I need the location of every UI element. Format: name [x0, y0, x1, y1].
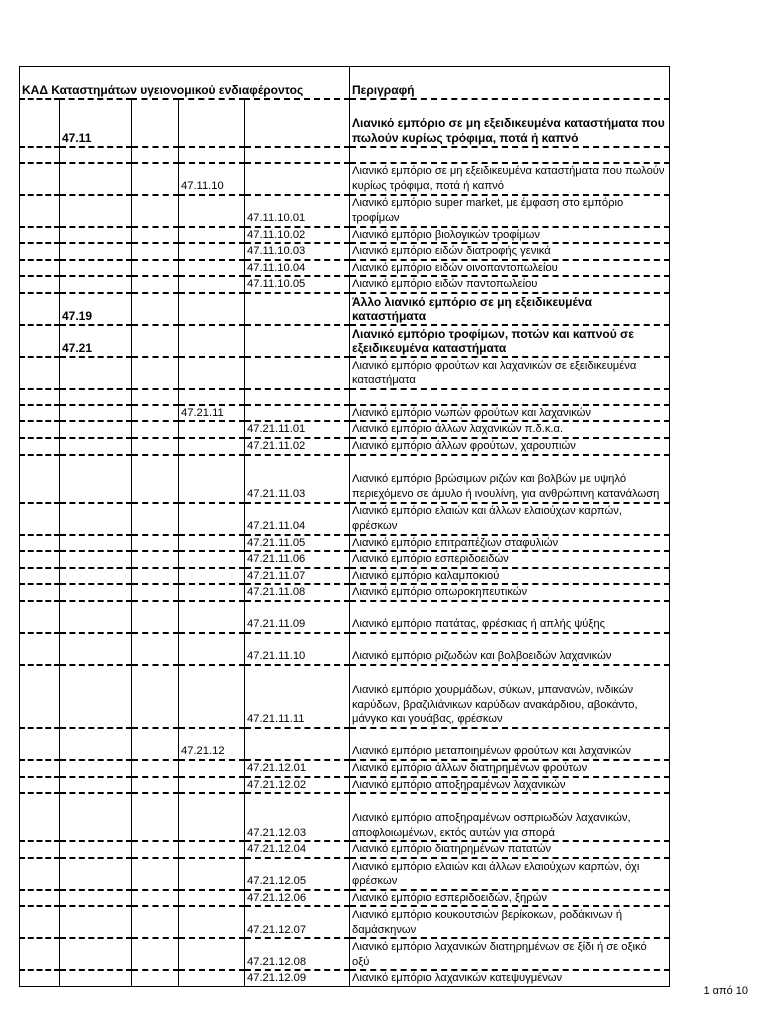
kad-level4-code: 47.21.11.09 — [245, 601, 350, 633]
kad-level1-code — [60, 455, 132, 503]
table-row — [20, 227, 670, 244]
empty-cell — [132, 970, 179, 986]
kad-level3-code — [179, 970, 245, 986]
kad-level3-code: 47.11.10 — [179, 163, 245, 195]
table-row — [20, 728, 670, 760]
kad-description: Λιανικό εμπόριο φρούτων και λαχανικών σε εξειδικευμένα καταστήματα — [350, 357, 670, 389]
empty-cell — [132, 793, 179, 841]
empty-cell — [20, 970, 60, 986]
kad-description: Λιανικό εμπόριο άλλων φρούτων, χαρουπιών — [350, 438, 670, 455]
kad-level4-code: 47.21.11.05 — [245, 535, 350, 552]
empty-cell — [132, 760, 179, 777]
kad-description: Λιανικό εμπόριο σε μη εξειδικευμένα καταστήματα που πωλούν κυρίως τρόφιμα, ποτά ή καπνό — [350, 163, 670, 195]
kad-description: Λιανικό εμπόριο ελαιών και άλλων ελαιούχων καρπών, φρέσκων — [350, 503, 670, 535]
table-row — [20, 777, 670, 794]
empty-cell — [20, 568, 60, 585]
table-row — [20, 858, 670, 890]
table-row — [20, 163, 670, 195]
kad-level3-code — [179, 455, 245, 503]
kad-description: Λιανικό εμπόριο ειδών οινοπαντοπωλείου — [350, 260, 670, 277]
kad-table — [19, 66, 670, 987]
kad-level3-code — [179, 601, 245, 633]
kad-description: Λιανικό εμπόριο σε μη εξειδικευμένα καταστήματα που πωλούν κυρίως τρόφιμα, ποτά ή καπνό — [350, 99, 670, 147]
kad-level1-code — [60, 227, 132, 244]
kad-level1-code — [60, 195, 132, 227]
kad-description: Λιανικό εμπόριο πατάτας, φρέσκιας ή απλής ψύξης — [350, 601, 670, 633]
kad-level3-code — [179, 195, 245, 227]
empty-cell — [20, 841, 60, 858]
kad-level1-code — [60, 438, 132, 455]
table-row — [20, 906, 670, 938]
kad-level3-code — [179, 325, 245, 357]
empty-cell — [132, 728, 179, 760]
kad-description: Λιανικό εμπόριο βρώσιμων ριζών και βολβών με υψηλό περιεχόμενο σε άμυλο ή ινουλίνη, για ανθρώπινη κατανάλωση — [350, 455, 670, 503]
table-row — [20, 584, 670, 601]
kad-level1-code — [60, 243, 132, 260]
empty-cell — [132, 551, 179, 568]
empty-cell — [132, 195, 179, 227]
empty-cell — [20, 260, 60, 277]
table-row — [20, 99, 670, 147]
header-description: Περιγραφή — [350, 67, 670, 99]
empty-cell — [20, 793, 60, 841]
kad-level3-code — [179, 357, 245, 389]
kad-level4-code — [245, 405, 350, 422]
empty-cell — [132, 568, 179, 585]
kad-level1-code — [60, 147, 132, 163]
kad-level4-code — [245, 147, 350, 163]
kad-level1-code — [60, 858, 132, 890]
kad-level1-code — [60, 568, 132, 585]
empty-cell — [20, 195, 60, 227]
empty-cell — [20, 535, 60, 552]
kad-description: Λιανικό εμπόριο αποξηραμένων οσπριωδών λαχανικών, αποφλοιωμένων, εκτός αυτών για σπορά — [350, 793, 670, 841]
empty-cell — [20, 633, 60, 665]
kad-level3-code — [179, 438, 245, 455]
kad-level1-code — [60, 777, 132, 794]
table-row — [20, 293, 670, 325]
table-row — [20, 260, 670, 277]
kad-description: Λιανικό εμπόριο super market, με έμφαση στο εμπόριο τροφίμων — [350, 195, 670, 227]
kad-level4-code: 47.11.10.02 — [245, 227, 350, 244]
kad-level1-code: 47.21 — [60, 325, 132, 357]
empty-cell — [132, 858, 179, 890]
table-row — [20, 760, 670, 777]
kad-level4-code: 47.21.12.05 — [245, 858, 350, 890]
kad-description: Λιανικό εμπόριο χουρμάδων, σύκων, μπανανών, ινδικών καρύδων, βραζιλιάνικων καρύδων ανακάρδιου, αβοκάντο, μάνγκο και γουάβας, φρέσκων — [350, 665, 670, 728]
table-row — [20, 147, 670, 163]
header-row — [20, 67, 670, 99]
kad-description: Λιανικό εμπόριο αποξηραμένων λαχανικών — [350, 777, 670, 794]
table-row — [20, 243, 670, 260]
kad-level1-code — [60, 389, 132, 405]
empty-cell — [132, 503, 179, 535]
kad-level3-code — [179, 293, 245, 325]
empty-cell — [132, 99, 179, 147]
kad-level4-code: 47.21.11.01 — [245, 421, 350, 438]
kad-description: Λιανικό εμπόριο μεταποιημένων φρούτων και λαχανικών — [350, 728, 670, 760]
kad-level4-code: 47.21.11.02 — [245, 438, 350, 455]
table-row — [20, 405, 670, 422]
empty-cell — [20, 421, 60, 438]
kad-level4-code: 47.21.12.03 — [245, 793, 350, 841]
kad-level1-code — [60, 665, 132, 728]
empty-cell — [132, 890, 179, 907]
empty-cell — [132, 601, 179, 633]
kad-level3-code — [179, 276, 245, 293]
kad-description: Λιανικό εμπόριο λαχανικών διατηρημένων σε ξίδι ή σε οξικό οξύ — [350, 938, 670, 970]
kad-level4-code: 47.11.10.03 — [245, 243, 350, 260]
empty-cell — [132, 163, 179, 195]
empty-cell — [20, 665, 60, 728]
empty-cell — [20, 455, 60, 503]
kad-level1-code — [60, 405, 132, 422]
table-row — [20, 793, 670, 841]
kad-level3-code — [179, 584, 245, 601]
empty-cell — [132, 841, 179, 858]
kad-description: Λιανικό εμπόριο κουκουτσιών βερίκοκων, ροδάκινων ή δαμάσκηνων — [350, 906, 670, 938]
empty-cell — [20, 276, 60, 293]
kad-level1-code — [60, 584, 132, 601]
kad-level1-code — [60, 421, 132, 438]
kad-level1-code — [60, 938, 132, 970]
kad-description: Λιανικό εμπόριο επιτραπέζιων σταφυλιών — [350, 535, 670, 552]
table-row — [20, 276, 670, 293]
kad-level4-code: 47.21.11.11 — [245, 665, 350, 728]
kad-level4-code: 47.21.12.08 — [245, 938, 350, 970]
empty-cell — [132, 938, 179, 970]
empty-cell — [132, 584, 179, 601]
kad-level4-code: 47.21.11.06 — [245, 551, 350, 568]
kad-level3-code — [179, 568, 245, 585]
table-row — [20, 841, 670, 858]
kad-level4-code — [245, 357, 350, 389]
empty-cell — [132, 421, 179, 438]
table-row — [20, 325, 670, 357]
kad-level3-code — [179, 938, 245, 970]
kad-description: Λιανικό εμπόριο ειδών παντοπωλείου — [350, 276, 670, 293]
header-kad-title: ΚΑΔ Καταστημάτων υγειονομικού ενδιαφέροντος — [20, 67, 350, 99]
kad-level1-code — [60, 760, 132, 777]
empty-cell — [20, 99, 60, 147]
kad-level1-code — [60, 260, 132, 277]
kad-description: Λιανικό εμπόριο άλλων λαχανικών π.δ.κ.α. — [350, 421, 670, 438]
kad-level4-code — [245, 728, 350, 760]
empty-cell — [132, 357, 179, 389]
kad-description — [350, 389, 670, 405]
empty-cell — [132, 906, 179, 938]
kad-description: Λιανικό εμπόριο οπωροκηπευτικών — [350, 584, 670, 601]
kad-level3-code — [179, 760, 245, 777]
kad-description: Λιανικό εμπόριο βιολογικών τροφίμων — [350, 227, 670, 244]
kad-level1-code — [60, 276, 132, 293]
kad-level1-code — [60, 728, 132, 760]
empty-cell — [20, 503, 60, 535]
table-row — [20, 438, 670, 455]
kad-description: Λιανικό εμπόριο καλαμποκιού — [350, 568, 670, 585]
kad-level3-code — [179, 906, 245, 938]
kad-level1-code: 47.11 — [60, 99, 132, 147]
empty-cell — [20, 389, 60, 405]
empty-cell — [20, 760, 60, 777]
kad-level1-code — [60, 535, 132, 552]
kad-level1-code — [60, 793, 132, 841]
empty-cell — [20, 777, 60, 794]
empty-cell — [20, 147, 60, 163]
table-row — [20, 665, 670, 728]
table-row — [20, 601, 670, 633]
kad-level4-code: 47.11.10.05 — [245, 276, 350, 293]
kad-level4-code: 47.21.12.09 — [245, 970, 350, 986]
empty-cell — [132, 325, 179, 357]
kad-level4-code: 47.11.10.01 — [245, 195, 350, 227]
kad-description: Λιανικό εμπόριο ελαιών και άλλων ελαιούχων καρπών, όχι φρέσκων — [350, 858, 670, 890]
kad-level3-code — [179, 421, 245, 438]
kad-level4-code: 47.11.10.04 — [245, 260, 350, 277]
empty-cell — [20, 601, 60, 633]
empty-cell — [20, 890, 60, 907]
kad-description — [350, 147, 670, 163]
empty-cell — [132, 243, 179, 260]
kad-level4-code — [245, 99, 350, 147]
kad-description: Λιανικό εμπόριο εσπεριδοειδών, ξηρών — [350, 890, 670, 907]
empty-cell — [20, 293, 60, 325]
kad-level4-code: 47.21.12.01 — [245, 760, 350, 777]
kad-level1-code — [60, 841, 132, 858]
table-row — [20, 421, 670, 438]
empty-cell — [20, 163, 60, 195]
kad-level1-code — [60, 906, 132, 938]
table-row — [20, 195, 670, 227]
kad-description: Λιανικό εμπόριο λαχανικών κατεψυγμένων — [350, 970, 670, 986]
kad-level4-code: 47.21.11.03 — [245, 455, 350, 503]
empty-cell — [20, 325, 60, 357]
kad-level4-code — [245, 293, 350, 325]
kad-level4-code: 47.21.12.02 — [245, 777, 350, 794]
kad-level4-code: 47.21.12.07 — [245, 906, 350, 938]
empty-cell — [132, 405, 179, 422]
kad-description: Λιανικό εμπόριο νωπών φρούτων και λαχανικών — [350, 405, 670, 422]
kad-level4-code — [245, 389, 350, 405]
kad-level3-code — [179, 665, 245, 728]
empty-cell — [132, 535, 179, 552]
kad-level4-code: 47.21.11.04 — [245, 503, 350, 535]
kad-level3-code — [179, 633, 245, 665]
kad-level3-code — [179, 858, 245, 890]
page-number: 1 από 10 — [703, 985, 748, 997]
kad-level4-code: 47.21.11.10 — [245, 633, 350, 665]
empty-cell — [132, 293, 179, 325]
empty-cell — [132, 260, 179, 277]
empty-cell — [20, 227, 60, 244]
empty-cell — [20, 243, 60, 260]
kad-level4-code: 47.21.11.07 — [245, 568, 350, 585]
kad-level3-code — [179, 535, 245, 552]
table-row — [20, 389, 670, 405]
kad-level3-code — [179, 147, 245, 163]
kad-level4-code: 47.21.12.06 — [245, 890, 350, 907]
empty-cell — [20, 938, 60, 970]
kad-description: Λιανικό εμπόριο ειδών διατροφής γενικά — [350, 243, 670, 260]
empty-cell — [20, 906, 60, 938]
kad-level3-code — [179, 389, 245, 405]
kad-level1-code: 47.19 — [60, 293, 132, 325]
empty-cell — [132, 147, 179, 163]
table-row — [20, 568, 670, 585]
empty-cell — [132, 777, 179, 794]
kad-description: Άλλο λιανικό εμπόριο σε μη εξειδικευμένα καταστήματα — [350, 293, 670, 325]
empty-cell — [20, 357, 60, 389]
table-row — [20, 633, 670, 665]
empty-cell — [132, 633, 179, 665]
kad-level3-code: 47.21.12 — [179, 728, 245, 760]
empty-cell — [132, 455, 179, 503]
table-row — [20, 503, 670, 535]
kad-level3-code — [179, 99, 245, 147]
kad-level3-code — [179, 890, 245, 907]
kad-level1-code — [60, 633, 132, 665]
empty-cell — [20, 728, 60, 760]
empty-cell — [20, 405, 60, 422]
kad-level1-code — [60, 970, 132, 986]
table-row — [20, 357, 670, 389]
kad-level3-code — [179, 841, 245, 858]
table-row — [20, 455, 670, 503]
empty-cell — [132, 227, 179, 244]
kad-description: Λιανικό εμπόριο διατηρημένων πατατών — [350, 841, 670, 858]
empty-cell — [20, 551, 60, 568]
kad-level3-code — [179, 551, 245, 568]
kad-description: Λιανικό εμπόριο εσπεριδοειδών — [350, 551, 670, 568]
kad-description: Λιανικό εμπόριο άλλων διατηρημένων φρούτων — [350, 760, 670, 777]
kad-level4-code: 47.21.11.08 — [245, 584, 350, 601]
empty-cell — [20, 438, 60, 455]
kad-level1-code — [60, 357, 132, 389]
kad-level1-code — [60, 163, 132, 195]
table-row — [20, 890, 670, 907]
kad-level1-code — [60, 601, 132, 633]
kad-level4-code — [245, 325, 350, 357]
kad-level3-code — [179, 227, 245, 244]
kad-level3-code — [179, 777, 245, 794]
kad-level1-code — [60, 551, 132, 568]
kad-level3-code — [179, 793, 245, 841]
table-row — [20, 970, 670, 986]
empty-cell — [20, 584, 60, 601]
kad-level3-code: 47.21.11 — [179, 405, 245, 422]
kad-level1-code — [60, 503, 132, 535]
kad-level4-code — [245, 163, 350, 195]
kad-level1-code — [60, 890, 132, 907]
kad-level4-code: 47.21.12.04 — [245, 841, 350, 858]
empty-cell — [132, 389, 179, 405]
kad-description: Λιανικό εμπόριο ριζωδών και βολβοειδών λαχανικών — [350, 633, 670, 665]
empty-cell — [132, 276, 179, 293]
empty-cell — [132, 438, 179, 455]
empty-cell — [20, 858, 60, 890]
kad-description: Λιανικό εμπόριο τροφίμων, ποτών και καπνού σε εξειδικευμένα καταστήματα — [350, 325, 670, 357]
table-row — [20, 551, 670, 568]
empty-cell — [132, 665, 179, 728]
table-row — [20, 938, 670, 970]
kad-level3-code — [179, 260, 245, 277]
kad-level3-code — [179, 503, 245, 535]
table-row — [20, 535, 670, 552]
kad-level3-code — [179, 243, 245, 260]
